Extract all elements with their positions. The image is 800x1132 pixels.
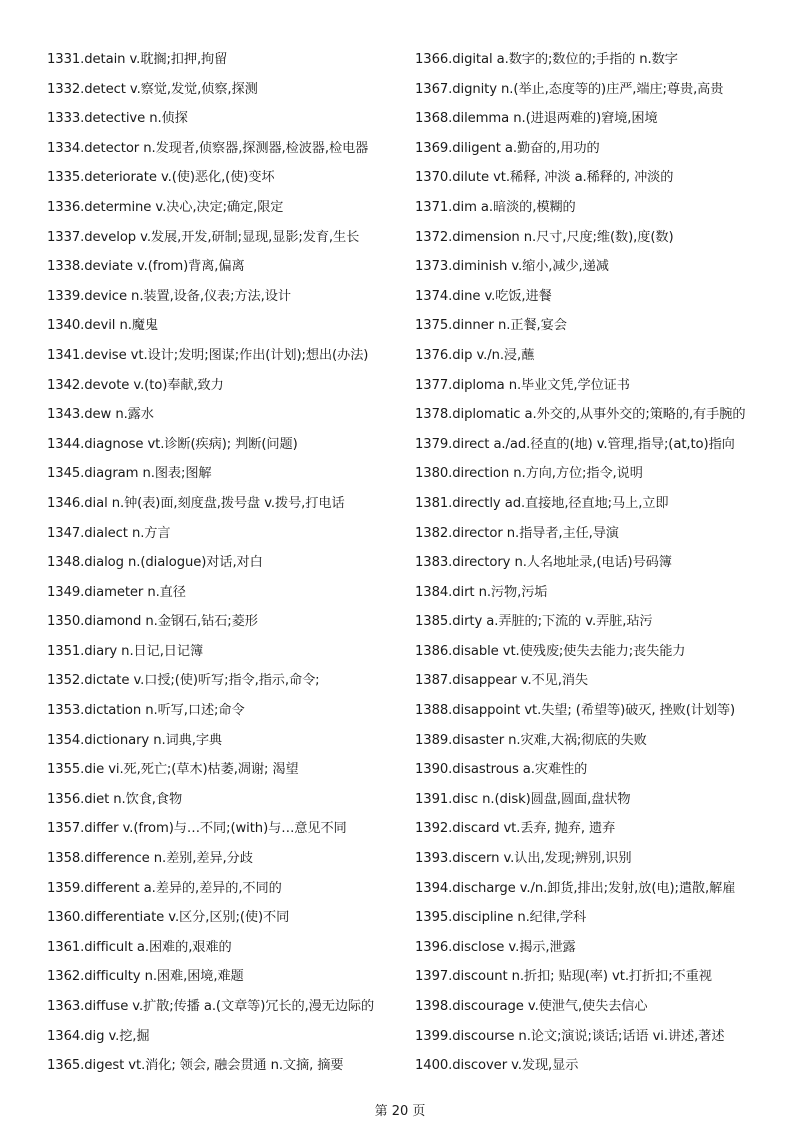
vocab-entry: 1397.discount n.折扣; 贴现(率) vt.打折扣;不重视	[415, 969, 712, 985]
vocab-entry: 1396.disclose v.揭示,泄露	[415, 939, 576, 955]
vocab-entry: 1375.dinner n.正餐,宴会	[415, 318, 567, 334]
page-number: 第 20 页	[374, 1104, 426, 1119]
vocab-entry: 1357.differ v.(from)与…不同;(with)与…意见不同	[47, 821, 347, 837]
vocab-entry: 1345.diagram n.图表;图解	[47, 466, 212, 482]
vocab-entry: 1395.discipline n.纪律,学科	[415, 910, 587, 926]
vocab-entry: 1342.devote v.(to)奉献,致力	[47, 377, 224, 393]
vocab-entry: 1371.dim a.暗淡的,模糊的	[415, 199, 576, 215]
vocab-entry: 1333.detective n.侦探	[47, 111, 188, 127]
vocab-entry: 1373.diminish v.缩小,减少,递减	[415, 259, 609, 275]
vocab-entry: 1341.devise vt.设计;发明;图谋;作出(计划);想出(办法)	[47, 347, 369, 363]
vocab-entry: 1384.dirt n.污物,污垢	[415, 584, 548, 600]
vocab-entry: 1332.detect v.察觉,发觉,侦察,探测	[47, 81, 258, 97]
vocab-entry: 1370.dilute vt.稀释, 冲淡 a.稀释的, 冲淡的	[415, 170, 674, 186]
vocab-entry: 1337.develop v.发展,开发,研制;显现,显影;发育,生长	[47, 229, 360, 245]
vocab-entry: 1351.diary n.日记,日记簿	[47, 643, 204, 659]
vocab-entry: 1344.diagnose vt.诊断(疾病); 判断(问题)	[47, 436, 298, 452]
vocab-entry: 1338.deviate v.(from)背离,偏离	[47, 259, 245, 275]
vocab-entry: 1376.dip v./n.浸,蘸	[415, 347, 535, 363]
vocab-entry: 1398.discourage v.使泄气,使失去信心	[415, 999, 648, 1014]
vocab-entry: 1359.different a.差异的,差异的,不同的	[47, 880, 282, 896]
vocab-entry: 1378.diplomatic a.外交的,从事外交的;策略的,有手腕的	[415, 407, 746, 423]
vocab-entry: 1387.disappear v.不见,消失	[415, 673, 589, 689]
vocab-entry: 1389.disaster n.灾难,大祸;彻底的失败	[415, 732, 647, 748]
vocab-entry: 1361.difficult a.困难的,艰难的	[47, 939, 232, 955]
vocab-entry: 1399.discourse n.论文;演说;谈话;话语 vi.讲述,著述	[415, 1028, 725, 1044]
vocab-entry: 1334.detector n.发现者,侦察器,探测器,检波器,检电器	[47, 140, 369, 156]
vocab-entry: 1393.discern v.认出,发现;辨别,识别	[415, 851, 632, 867]
vocab-entry: 1369.diligent a.勤奋的,用功的	[415, 140, 600, 156]
vocab-entry: 1331.detain v.耽搁;扣押,拘留	[47, 52, 228, 67]
vocab-entry: 1383.directory n.人名地址录,(电话)号码簿	[415, 555, 672, 571]
vocab-entry: 1347.dialect n.方言	[47, 525, 171, 541]
vocab-entry: 1364.dig v.挖,掘	[47, 1028, 150, 1044]
vocab-entry: 1388.disappoint vt.失望; (希望等)破灭, 挫败(计划等)	[415, 703, 736, 719]
vocab-entry: 1394.discharge v./n.卸货,排出;发射,放(电);遣散,解雇	[415, 880, 736, 896]
vocab-entry: 1349.diameter n.直径	[47, 584, 186, 600]
vocab-entry: 1335.deteriorate v.(使)恶化,(使)变坏	[47, 170, 275, 186]
vocab-entry: 1356.diet n.饮食,食物	[47, 791, 183, 807]
vocab-entry: 1391.disc n.(disk)圆盘,圆面,盘状物	[415, 791, 631, 807]
vocab-entry: 1354.dictionary n.词典,字典	[47, 732, 222, 748]
vocab-entry: 1348.dialog n.(dialogue)对话,对白	[47, 555, 263, 571]
vocab-entry: 1390.disastrous a.灾难性的	[415, 762, 588, 778]
vocab-entry: 1392.discard vt.丢弃, 抛弃, 遗弃	[415, 821, 616, 837]
vocab-entry: 1355.die vi.死,死亡;(草木)枯萎,凋谢; 渴望	[47, 762, 299, 778]
vocab-entry: 1343.dew n.露水	[47, 407, 154, 423]
vocab-entry: 1368.dilemma n.(进退两难的)窘境,困境	[415, 111, 658, 127]
vocab-entry: 1353.dictation n.听写,口述;命令	[47, 703, 245, 719]
vocab-entry: 1366.digital a.数字的;数位的;手指的 n.数字	[415, 52, 678, 67]
vocab-entry: 1374.dine v.吃饭,进餐	[415, 288, 552, 304]
vocab-entry: 1386.disable vt.使残废;使失去能力;丧失能力	[415, 643, 686, 659]
vocab-entry: 1358.difference n.差别,差异,分歧	[47, 851, 253, 867]
vocab-entry: 1400.discover v.发现,显示	[415, 1058, 579, 1074]
vocab-entry: 1363.diffuse v.扩散;传播 a.(文章等)冗长的,漫无边际的	[47, 999, 375, 1014]
vocab-entry: 1377.diploma n.毕业文凭,学位证书	[415, 377, 630, 393]
vocab-entry: 1367.dignity n.(举止,态度等的)庄严,端庄;尊贵,高贵	[415, 81, 724, 97]
right-column	[415, 45, 787, 1081]
vocab-entry: 1372.dimension n.尺寸,尺度;维(数),度(数)	[415, 229, 674, 245]
vocab-entry: 1379.direct a./ad.径直的(地) v.管理,指导;(at,to)指向	[415, 436, 735, 452]
vocab-entry: 1382.director n.指导者,主任,导演	[415, 525, 619, 541]
vocab-entry: 1350.diamond n.金钢石,钻石;菱形	[47, 614, 258, 630]
vocab-entry: 1380.direction n.方向,方位;指令,说明	[415, 466, 643, 482]
vocab-entry: 1339.device n.装置,设备,仪表;方法,设计	[47, 288, 291, 304]
vocab-entry: 1336.determine v.决心,决定;确定,限定	[47, 199, 284, 215]
vocab-entry: 1346.dial n.钟(表)面,刻度盘,拨号盘 v.拨号,打电话	[47, 495, 345, 511]
vocab-entry: 1365.digest vt.消化; 领会, 融会贯通 n.文摘, 摘要	[47, 1058, 344, 1074]
vocab-entry: 1360.differentiate v.区分,区别;(使)不同	[47, 910, 290, 926]
vocab-entry: 1385.dirty a.弄脏的;下流的 v.弄脏,玷污	[415, 614, 653, 630]
vocab-entry: 1362.difficulty n.困难,困境,难题	[47, 969, 244, 985]
vocab-entry: 1352.dictate v.口授;(使)听写;指令,指示,命令;	[47, 673, 320, 689]
vocab-entry: 1340.devil n.魔鬼	[47, 318, 158, 334]
left-column	[47, 45, 407, 1081]
vocab-entry: 1381.directly ad.直接地,径直地;马上,立即	[415, 495, 669, 511]
